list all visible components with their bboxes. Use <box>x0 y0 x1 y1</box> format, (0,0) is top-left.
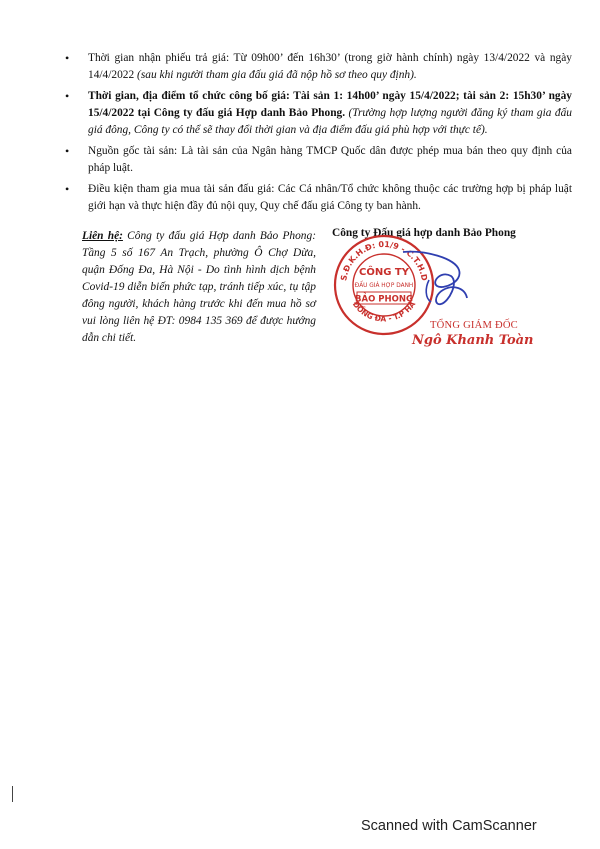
bullet-dot-icon: • <box>65 51 70 65</box>
bullet-text: Thời gian nhận phiếu trả giá: Từ 09h00’ đến 16h30’ (trong giờ hành chính) ngày 13/4/2022 và ngày 14/4/2022 <box>88 52 572 81</box>
seal-bottom-text: BẢO PHONG <box>355 294 413 305</box>
bullet-list <box>62 50 572 219</box>
bullet-text: Nguồn gốc tài sản: Là tài sản của Ngân hàng TMCP Quốc dân được phép mua bán theo quy định của pháp luật. <box>88 145 572 174</box>
signing-company: Công ty Đấu giá hợp danh Bảo Phong <box>332 227 516 239</box>
bullet-conditions <box>62 181 572 215</box>
seal-top-text: CÔNG TY <box>359 267 409 278</box>
scanner-watermark: Scanned with CamScanner <box>361 818 537 834</box>
bullet-note: (Trường hợp lượng người đăng ký tham gia đấu giá đông, Công ty có thể sẽ thay đổi thời gian và địa điểm đấu giá phù hợp với thực tế). <box>88 107 572 136</box>
bullet-dot-icon: • <box>65 89 70 103</box>
contact-text: Công ty đấu giá Hợp danh Bảo Phong: Tầng 5 số 167 An Trạch, phường Ô Chợ Dừa, quận Đống Đa, Hà Nội - Do tình hình dịch bệnh Covid-19 diễn biến phức tạp, tránh tiếp xúc, tụ tập đông người, khách hàng trước khi đến mua hồ sơ vui lòng liên hệ ĐT: 0984 135 369 để được hướng dẫn chi tiết. <box>82 230 316 344</box>
contact-block <box>82 228 316 347</box>
bullet-receive-time <box>62 50 572 84</box>
signer-name: Ngô Khanh Toàn <box>412 333 534 348</box>
handwritten-signature-icon <box>395 240 475 320</box>
contact-label: Liên hệ: <box>82 230 123 242</box>
seal-ring-bottom-text: ĐỐNG ĐA - T.P HÀ <box>350 299 418 324</box>
bullet-text: Thời gian, địa điểm tổ chức công bố giá: Tài sản 1: 14h00’ ngày 15/4/2022; tài sản 2: 15h30’ ngày 15/4/2022 tại Công ty đấu giá Hợp danh Bảo Phong. <box>88 90 572 119</box>
bullet-note: (sau khi người tham gia đấu giá đã nộp hồ sơ theo quy định). <box>137 69 417 81</box>
seal-ring-text: S.Đ.K.H.Đ: 01/9 - C.T.H.D <box>339 239 429 282</box>
bullet-dot-icon: • <box>65 144 70 158</box>
bullet-text: Điều kiện tham gia mua tài sản đấu giá: Các Cá nhân/Tổ chức không thuộc các trường hợp bị pháp luật giới hạn và thực hiện đầy đủ nội quy, Quy chế đấu giá Công ty ban hành. <box>88 183 572 212</box>
bullet-announce-time <box>62 88 572 139</box>
signer-position: TỔNG GIÁM ĐỐC <box>430 320 518 331</box>
seal-middle-text: ĐẤU GIÁ HỢP DANH <box>354 283 414 289</box>
margin-mark <box>12 786 13 802</box>
bullet-dot-icon: • <box>65 182 70 196</box>
bullet-asset-origin <box>62 143 572 177</box>
